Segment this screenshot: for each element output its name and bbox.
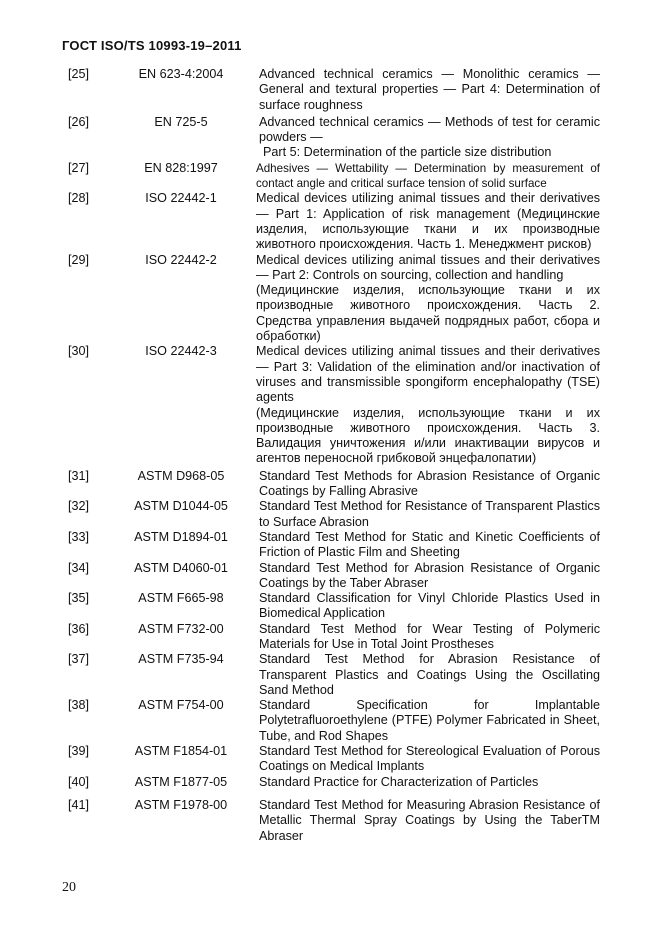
reference-code: EN 623-4:2004	[138, 67, 224, 81]
reference-title: Standard Test Method for Measuring Abrasion Resistance of Metallic Thermal Spray Coatings by Using the TaberTM Abraser	[259, 797, 600, 843]
document-header: ГОСТ ISO/TS 10993-19–2011	[62, 38, 242, 53]
reference-title: Adhesives — Wettability — Determination by measurement of contact angle and critical surface tension of solid surface	[256, 161, 600, 191]
reference-title: Standard Classification for Vinyl Chloride Plastics Used in Biomedical Application	[259, 591, 600, 621]
reference-code: ASTM F1978-00	[134, 797, 228, 812]
reference-28	[0, 191, 661, 252]
reference-number: [35]	[68, 591, 90, 606]
reference-code: ASTM F735-94	[138, 652, 224, 667]
reference-code: EN 725-5	[154, 114, 208, 129]
reference-code: ASTM D1044-05	[134, 499, 228, 514]
reference-title: Advanced technical ceramics — Methods of test for ceramic powders — Part 5: Determination of the particle size distribution	[259, 114, 600, 160]
reference-37	[0, 652, 661, 698]
reference-title: Standard Test Method for Resistance of Transparent Plastics to Surface Abrasion	[259, 499, 600, 529]
reference-33	[0, 530, 661, 561]
reference-41	[0, 798, 661, 844]
reference-number: [40]	[68, 774, 90, 789]
reference-code: ISO 22442-1	[145, 191, 217, 206]
reference-title: Standard Test Method for Abrasion Resistance of Organic Coatings by the Taber Abraser	[259, 560, 600, 590]
reference-number: [37]	[68, 652, 90, 667]
reference-code: ASTM F754-00	[138, 698, 224, 713]
reference-number: [30]	[68, 344, 90, 359]
reference-34	[0, 561, 661, 592]
reference-code: ASTM D1894-01	[134, 529, 228, 544]
reference-number: [39]	[68, 744, 90, 759]
reference-code: ISO 22442-3	[145, 344, 217, 359]
reference-title: Standard Practice for Characterization of Particles	[259, 774, 539, 789]
reference-code: ASTM F732-00	[138, 621, 224, 636]
reference-39	[0, 744, 661, 775]
reference-number: [25]	[68, 67, 90, 81]
reference-code: ASTM D968-05	[137, 468, 225, 483]
reference-30	[0, 344, 661, 466]
reference-title: Standard Specification for Implantable Polytetrafluoroethylene (PTFE) Polymer Fabricated in Sheet, Tube, and Rod Shapes	[259, 698, 600, 743]
reference-code: ASTM D4060-01	[134, 560, 228, 575]
reference-title: Standard Test Method for Abrasion Resistance of Transparent Plastics and Coatings Using the Oscillating Sand Method	[259, 652, 600, 697]
reference-title: Advanced technical ceramics — Monolithic ceramics — General and textural properties — Part 4: Determination of surface roughness	[259, 67, 600, 112]
reference-code: ASTM F1877-05	[134, 774, 228, 789]
reference-number: [38]	[68, 698, 90, 713]
reference-code: ISO 22442-2	[145, 252, 217, 267]
reference-number: [28]	[68, 191, 90, 206]
reference-26	[0, 115, 661, 161]
page-number: 20	[62, 880, 76, 895]
reference-code: ASTM F1854-01	[134, 744, 228, 759]
reference-38	[0, 698, 661, 744]
reference-title: Standard Test Method for Static and Kinetic Coefficients of Friction of Plastic Film and Sheeting	[259, 529, 600, 560]
reference-title: Standard Test Method for Stereological Evaluation of Porous Coatings on Medical Implants	[259, 744, 600, 774]
reference-title: Medical devices utilizing animal tissues and their derivatives — Part 1: Application of risk management (Медицинские изделия, использующие ткани и их производные животного происхождения. Часть 1. Менеджмент рисков)	[256, 191, 600, 252]
reference-title: Medical devices utilizing animal tissues and their derivatives — Part 3: Validation of the elimination and/or inactivation of viruses and transmissible spongiform encephalopathy (TSE) agents (Медицинские изделия, использующие ткани и их производные животного происхождения. Часть 3. Валидация уничтожения и/или инактивации вирусов и агентов переносной грибковой энцефалопатии)	[256, 344, 600, 466]
reference-title: Standard Test Method for Wear Testing of Polymeric Materials for Use in Total Joint Prostheses	[259, 621, 600, 651]
reference-number: [27]	[68, 160, 90, 175]
reference-32	[0, 499, 661, 530]
reference-code: EN 828:1997	[144, 160, 218, 175]
reference-25	[0, 67, 661, 113]
reference-list	[0, 67, 661, 844]
reference-code: ASTM F665-98	[138, 591, 224, 606]
reference-40	[0, 775, 661, 790]
reference-number: [33]	[68, 529, 90, 544]
reference-29	[0, 253, 661, 345]
reference-title: Medical devices utilizing animal tissues and their derivatives — Part 2: Controls on sourcing, collection and handling (Медицинские изделия, использующие ткани и их производные животного происхождения. Часть 2. Средства управления выдачей подрядных работ, сбора и обработки)	[256, 252, 600, 344]
reference-number: [32]	[68, 499, 90, 514]
reference-number: [29]	[68, 252, 90, 267]
reference-number: [31]	[68, 468, 90, 483]
reference-27	[0, 161, 661, 192]
reference-number: [36]	[68, 621, 90, 636]
reference-number: [41]	[68, 797, 90, 812]
reference-number: [26]	[68, 114, 90, 129]
reference-31	[0, 469, 661, 500]
reference-number: [34]	[68, 560, 90, 575]
reference-title: Standard Test Methods for Abrasion Resistance of Organic Coatings by Falling Abrasive	[259, 468, 600, 499]
reference-36	[0, 622, 661, 653]
reference-35	[0, 591, 661, 622]
